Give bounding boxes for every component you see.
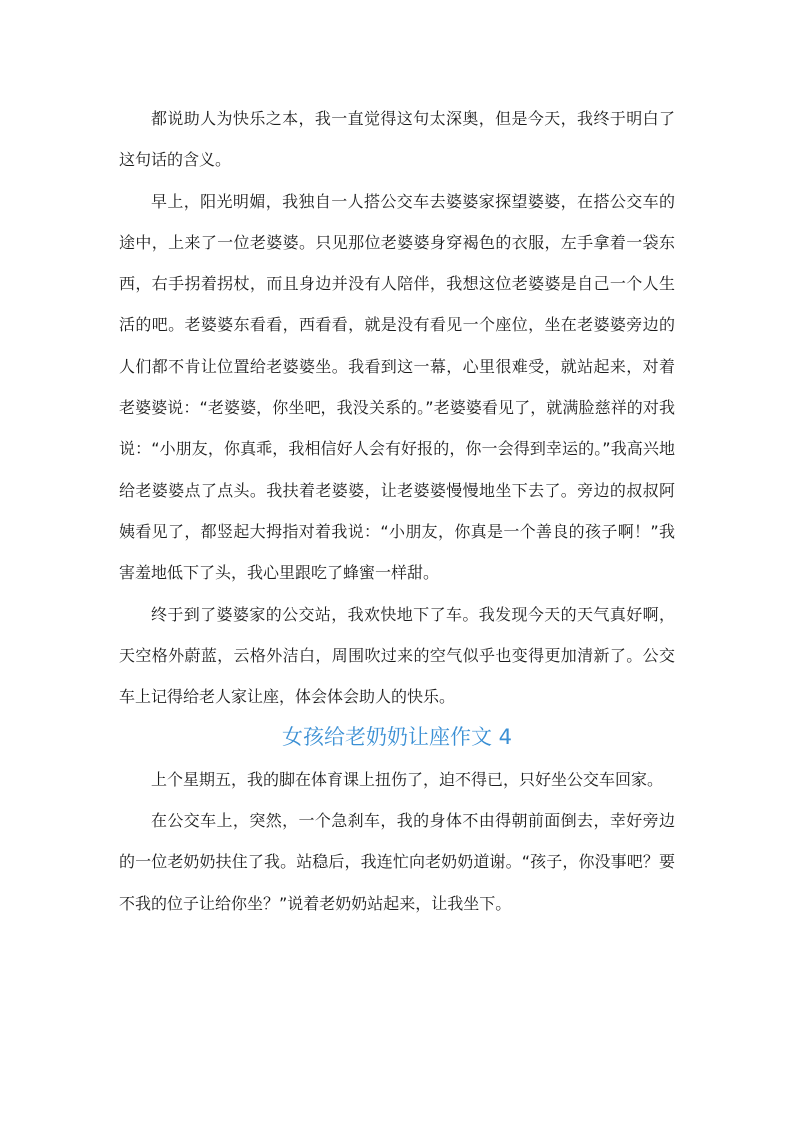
section-heading: 女孩给老奶奶让座作文 4 — [281, 725, 513, 750]
paragraph-4: 上个星期五，我的脚在体育课上扭伤了，迫不得已，只好坐公交车回家。 — [151, 769, 664, 789]
paragraph-3: 终于到了婆婆家的公交站，我欢快地下了车。我发现今天的天气真好啊，天空格外蔚蓝，云格外洁白，周围吹过来的空气似乎也变得更加清新了。公交车上记得给老人家让座，体会体会助人的快乐。 — [119, 604, 675, 707]
paragraph-5: 在公交车上，突然，一个急刹车，我的身体不由得朝前面倒去，幸好旁边的一位老奶奶扶住了我。站稳后，我连忙向老奶奶道谢。“孩子，你没事吧？要不我的位子让给你坐？”说着老奶奶站起来，让我坐下。 — [119, 811, 675, 913]
document-body — [119, 98, 675, 924]
paragraph-1: 都说助人为快乐之本，我一直觉得这句太深奥，但是今天，我终于明白了这句话的含义。 — [119, 109, 675, 170]
paragraph-2: 早上，阳光明媚，我独自一人搭公交车去婆婆家探望婆婆，在搭公交车的途中，上来了一位老婆婆。只见那位老婆婆身穿褐色的衣服，左手拿着一袋东西，右手拐着拐杖，而且身边并没有人陪伴，我想这位老婆婆是自己一个人生活的吧。老婆婆东看看，西看看，就是没有看见一个座位，坐在老婆婆旁边的人们都不肯让位置给老婆婆坐。我看到这一幕，心里很难受，就站起来，对着老婆婆说：“老婆婆，你坐吧，我没关系的。”老婆婆看见了，就满脸慈祥的对我说：“小朋友，你真乖，我相信好人会有好报的，你一会得到幸运的。”我高兴地给老婆婆点了点头。我扶着老婆婆，让老婆婆慢慢地坐下去了。旁边的叔叔阿姨看见了，都竖起大拇指对着我说：“小朋友，你真是一个善良的孩子啊！”我害羞地低下了头，我心里跟吃了蜂蜜一样甜。 — [119, 191, 675, 583]
